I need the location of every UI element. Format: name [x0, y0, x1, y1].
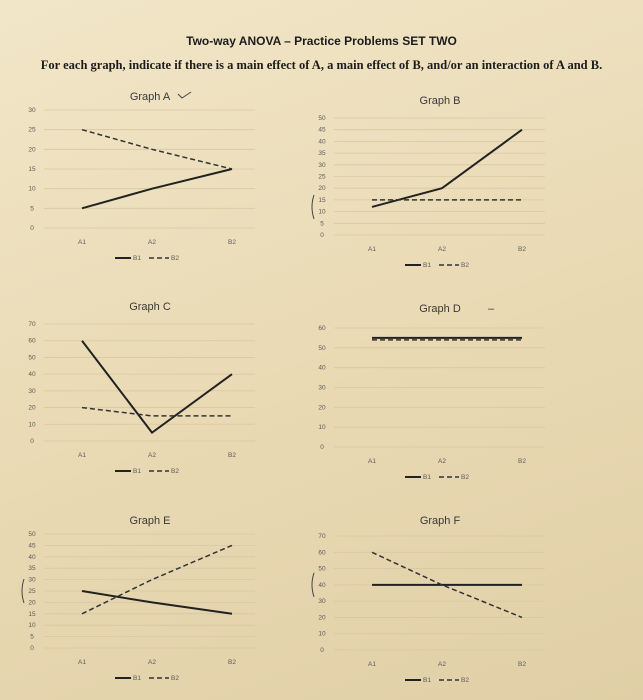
graph-b — [310, 92, 550, 277]
legend-label-b1: B1 — [423, 474, 431, 481]
instructions: For each graph, indicate if there is a main effect of A, a main effect of B, and/or an interaction of A and B. — [40, 58, 603, 72]
y-tick-label: 40 — [28, 553, 36, 561]
legend-label-b2: B2 — [171, 675, 179, 682]
y-tick-label: 10 — [318, 424, 326, 432]
y-tick-label: 10 — [28, 185, 36, 193]
y-tick-label: 60 — [318, 549, 326, 557]
y-tick-label: 0 — [30, 645, 34, 652]
x-tick-label: B2 — [518, 458, 526, 465]
y-tick-label: 20 — [28, 146, 36, 154]
graph-title: Graph F — [419, 515, 461, 527]
y-tick-label: 35 — [28, 565, 36, 573]
y-tick-label: 50 — [318, 565, 326, 573]
y-tick-label: 25 — [28, 588, 36, 595]
legend-label-b1: B1 — [133, 675, 141, 682]
graph-title: Graph E — [129, 515, 171, 527]
x-tick-label: A1 — [368, 458, 376, 465]
title-suffix: – — [488, 303, 495, 315]
y-tick-label: 45 — [28, 542, 36, 550]
y-tick-label: 20 — [318, 404, 326, 412]
y-tick-label: 30 — [28, 387, 36, 395]
y-tick-label: 0 — [320, 232, 324, 239]
y-tick-label: 15 — [28, 610, 36, 618]
graph-title: Graph A — [129, 91, 171, 103]
x-tick-label: A1 — [78, 239, 86, 246]
y-tick-label: 60 — [28, 337, 36, 345]
graph-f — [310, 512, 550, 687]
page-title: Two-way ANOVA – Practice Problems SET TWO — [186, 34, 457, 48]
y-tick-label: 20 — [318, 185, 326, 193]
legend-label-b2: B2 — [461, 262, 469, 269]
y-tick-label: 45 — [318, 126, 326, 134]
y-tick-label: 30 — [318, 161, 326, 169]
y-tick-label: 25 — [28, 126, 36, 134]
x-tick-label: A1 — [368, 661, 376, 668]
legend-label-b2: B2 — [461, 677, 469, 684]
y-tick-label: 10 — [318, 208, 326, 216]
y-tick-label: 10 — [28, 622, 36, 630]
graph-c — [20, 298, 260, 483]
legend-label-b1: B1 — [133, 255, 141, 262]
graph-title: Graph C — [129, 301, 171, 313]
y-tick-label: 40 — [318, 581, 326, 589]
graph-e — [20, 512, 260, 687]
y-tick-label: 15 — [318, 196, 326, 204]
graph-a — [20, 88, 260, 273]
y-tick-label: 30 — [28, 107, 36, 114]
y-tick-label: 0 — [320, 444, 324, 451]
y-tick-label: 60 — [318, 325, 326, 332]
y-tick-label: 10 — [318, 630, 326, 638]
y-tick-label: 50 — [28, 354, 36, 362]
y-tick-label: 20 — [28, 599, 36, 607]
x-tick-label: A2 — [438, 661, 446, 668]
y-tick-label: 0 — [30, 438, 34, 445]
x-tick-label: B2 — [228, 239, 236, 246]
x-tick-label: A1 — [368, 246, 376, 253]
x-tick-label: B2 — [228, 452, 236, 459]
y-tick-label: 50 — [28, 531, 36, 538]
y-tick-label: 40 — [318, 364, 326, 372]
checkmark-icon — [178, 92, 191, 98]
y-tick-label: 0 — [320, 647, 324, 654]
y-tick-label: 10 — [28, 421, 36, 429]
legend-label-b2: B2 — [461, 474, 469, 481]
y-tick-label: 50 — [318, 115, 326, 122]
x-tick-label: A2 — [438, 458, 446, 465]
y-tick-label: 20 — [28, 404, 36, 412]
y-tick-label: 40 — [28, 371, 36, 379]
bracket-annotation — [22, 579, 24, 603]
y-tick-label: 30 — [318, 598, 326, 606]
x-tick-label: A1 — [78, 452, 86, 459]
legend-label-b1: B1 — [133, 468, 141, 475]
bracket-annotation — [312, 195, 314, 219]
bracket-annotation — [312, 573, 314, 597]
x-tick-label: A2 — [148, 452, 156, 459]
y-tick-label: 0 — [30, 225, 34, 232]
y-tick-label: 35 — [318, 150, 326, 158]
series-line-b1 — [82, 341, 232, 433]
graph-title: Graph B — [419, 95, 461, 107]
y-tick-label: 70 — [318, 533, 326, 540]
x-tick-label: A2 — [148, 659, 156, 666]
y-tick-label: 5 — [320, 220, 324, 228]
legend-label-b2: B2 — [171, 468, 179, 475]
y-tick-label: 30 — [28, 576, 36, 584]
legend-label-b2: B2 — [171, 255, 179, 262]
legend-label-b1: B1 — [423, 677, 431, 684]
y-tick-label: 20 — [318, 614, 326, 622]
y-tick-label: 15 — [28, 166, 36, 173]
x-tick-label: A1 — [78, 659, 86, 666]
y-tick-label: 5 — [30, 633, 34, 641]
x-tick-label: A2 — [438, 246, 446, 253]
x-tick-label: B2 — [518, 661, 526, 668]
legend-label-b1: B1 — [423, 262, 431, 269]
y-tick-label: 30 — [318, 384, 326, 392]
y-tick-label: 40 — [318, 138, 326, 146]
y-tick-label: 5 — [30, 205, 34, 213]
y-tick-label: 50 — [318, 344, 326, 352]
y-tick-label: 70 — [28, 321, 36, 328]
x-tick-label: B2 — [228, 659, 236, 666]
x-tick-label: A2 — [148, 239, 156, 246]
y-tick-label: 25 — [318, 173, 326, 181]
x-tick-label: B2 — [518, 246, 526, 253]
series-line-b2 — [82, 408, 232, 416]
graph-d — [310, 300, 550, 485]
graph-title: Graph D — [419, 303, 461, 315]
